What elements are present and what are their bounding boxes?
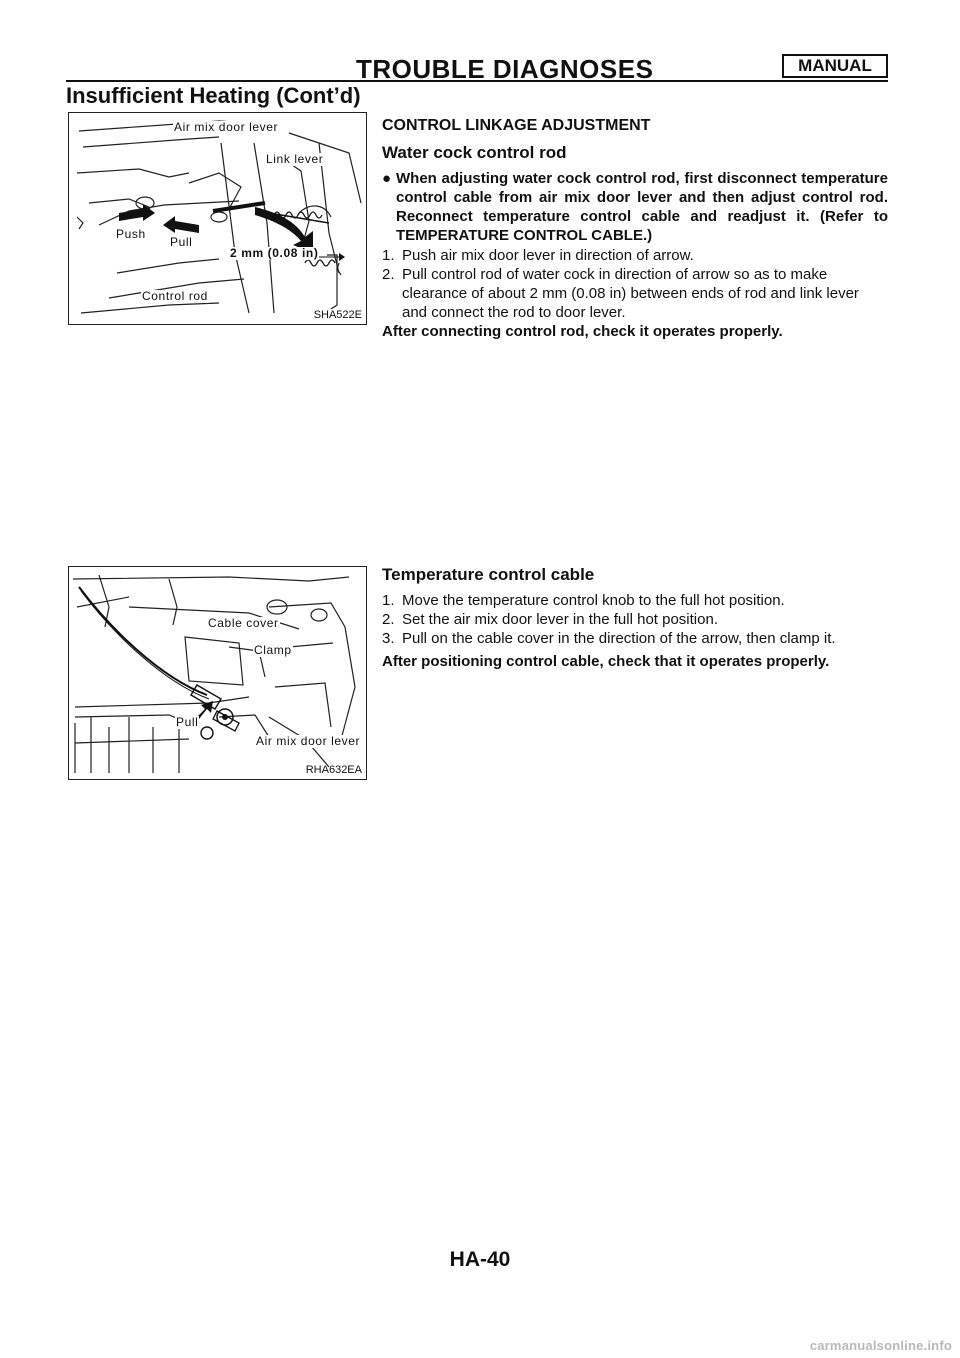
section-heading: CONTROL LINKAGE ADJUSTMENT [382, 117, 651, 134]
step-number: 3. [382, 630, 395, 647]
step-item [382, 610, 888, 629]
step-item [382, 246, 888, 265]
page-subtitle: Insufficient Heating (Cont’d) [66, 83, 361, 108]
label-air-mix-door-lever: Air mix door lever [256, 734, 361, 748]
label-pull: Pull [176, 715, 199, 729]
step-number: 2. [382, 266, 395, 283]
caution-bullet [382, 169, 888, 245]
pull-arrow-icon [163, 216, 199, 233]
cable-illustration [69, 567, 368, 781]
bullet-icon: ● [382, 170, 392, 187]
check-note: After positioning control cable, check that it operates properly. [382, 653, 830, 670]
figure-temperature-cable [68, 566, 367, 780]
figure-code: RHA632EA [305, 764, 362, 776]
step-number: 1. [382, 592, 395, 609]
step-item [382, 591, 888, 610]
header-title: TROUBLE DIAGNOSES [356, 54, 654, 84]
step-text: Move the temperature control knob to the full hot position. [402, 592, 785, 609]
page-number: HA-40 [449, 1248, 511, 1271]
label-link-lever: Link lever [266, 152, 324, 166]
section-control-linkage [382, 116, 888, 341]
step-text: Set the air mix door lever in the full hot position. [402, 611, 718, 628]
step-item [382, 629, 888, 648]
step-text: Push air mix door lever in direction of arrow. [402, 247, 694, 264]
section-temperature-cable [382, 564, 888, 671]
linkage-illustration [69, 113, 368, 326]
watermark: carmanualsonline.info [809, 1338, 952, 1353]
label-push: Push [116, 227, 146, 241]
figure-water-cock-linkage [68, 112, 367, 325]
header-divider [66, 80, 888, 82]
label-cable-cover: Cable cover [208, 616, 279, 630]
step-item [382, 265, 888, 322]
bullet-text: When adjusting water cock control rod, first disconnect temperature control cable from air mix door lever and then adjust control rod. Reconnect temperature control cable and readjust it. (Refer to TEMPERATURE CONTROL CABLE.) [396, 170, 888, 244]
label-clearance: 2 mm (0.08 in) [230, 246, 319, 260]
step-text: Pull control rod of water cock in direction of arrow so as to make clearance of about 2 mm (0.08 in) between ends of rod and link lever and connect the rod to door lever. [402, 266, 859, 321]
step-number: 1. [382, 247, 395, 264]
step-text: Pull on the cable cover in the direction of the arrow, then clamp it. [402, 630, 836, 647]
label-control-rod: Control rod [142, 289, 208, 303]
manual-badge: MANUAL [782, 54, 888, 78]
label-pull: Pull [170, 235, 193, 249]
subheading-temperature-cable: Temperature control cable [382, 565, 595, 584]
step-number: 2. [382, 611, 395, 628]
check-note: After connecting control rod, check it operates properly. [382, 323, 783, 340]
label-clamp: Clamp [254, 643, 292, 657]
figure-code: SHA522E [313, 309, 362, 321]
label-air-mix-door-lever: Air mix door lever [174, 120, 279, 134]
subheading-water-cock-rod: Water cock control rod [382, 143, 567, 162]
